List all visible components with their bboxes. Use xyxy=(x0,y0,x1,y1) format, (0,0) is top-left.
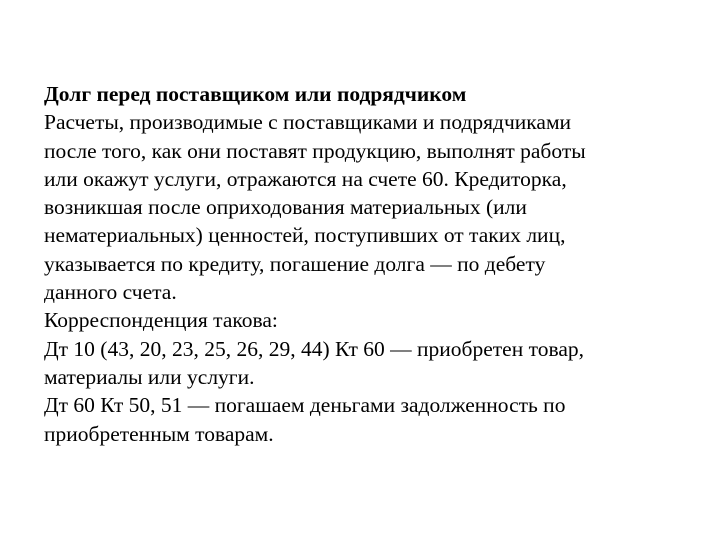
paragraph-line: возникшая после оприходования материальных (или xyxy=(44,195,527,220)
paragraph-line: указывается по кредиту, погашение долга — по дебету xyxy=(44,251,546,276)
heading: Долг перед поставщиком или подрядчиком xyxy=(44,82,467,106)
entry-line: Дт 10 (43, 20, 23, 25, 26, 29, 44) Кт 60 — приобретен товар, xyxy=(44,336,585,361)
paragraph-line: нематериальных) ценностей, поступивших от таких лиц, xyxy=(44,223,566,248)
text-block xyxy=(44,80,704,448)
paragraph-line: или окажут услуги, отражаются на счете 60. Кредиторка, xyxy=(44,166,567,191)
paragraph-line: Расчеты, производимые с поставщиками и подрядчиками xyxy=(44,110,572,135)
entry-line: Дт 60 Кт 50, 51 — погашаем деньгами задолженность по xyxy=(44,393,566,418)
entry-line: материалы или услуги. xyxy=(44,364,255,389)
entry-line: приобретенным товарам. xyxy=(44,421,274,446)
correspondence-label: Корреспонденция такова: xyxy=(44,308,278,333)
paragraph-line: данного счета. xyxy=(44,280,177,305)
paragraph-line: после того, как они поставят продукцию, выполнят работы xyxy=(44,138,586,163)
